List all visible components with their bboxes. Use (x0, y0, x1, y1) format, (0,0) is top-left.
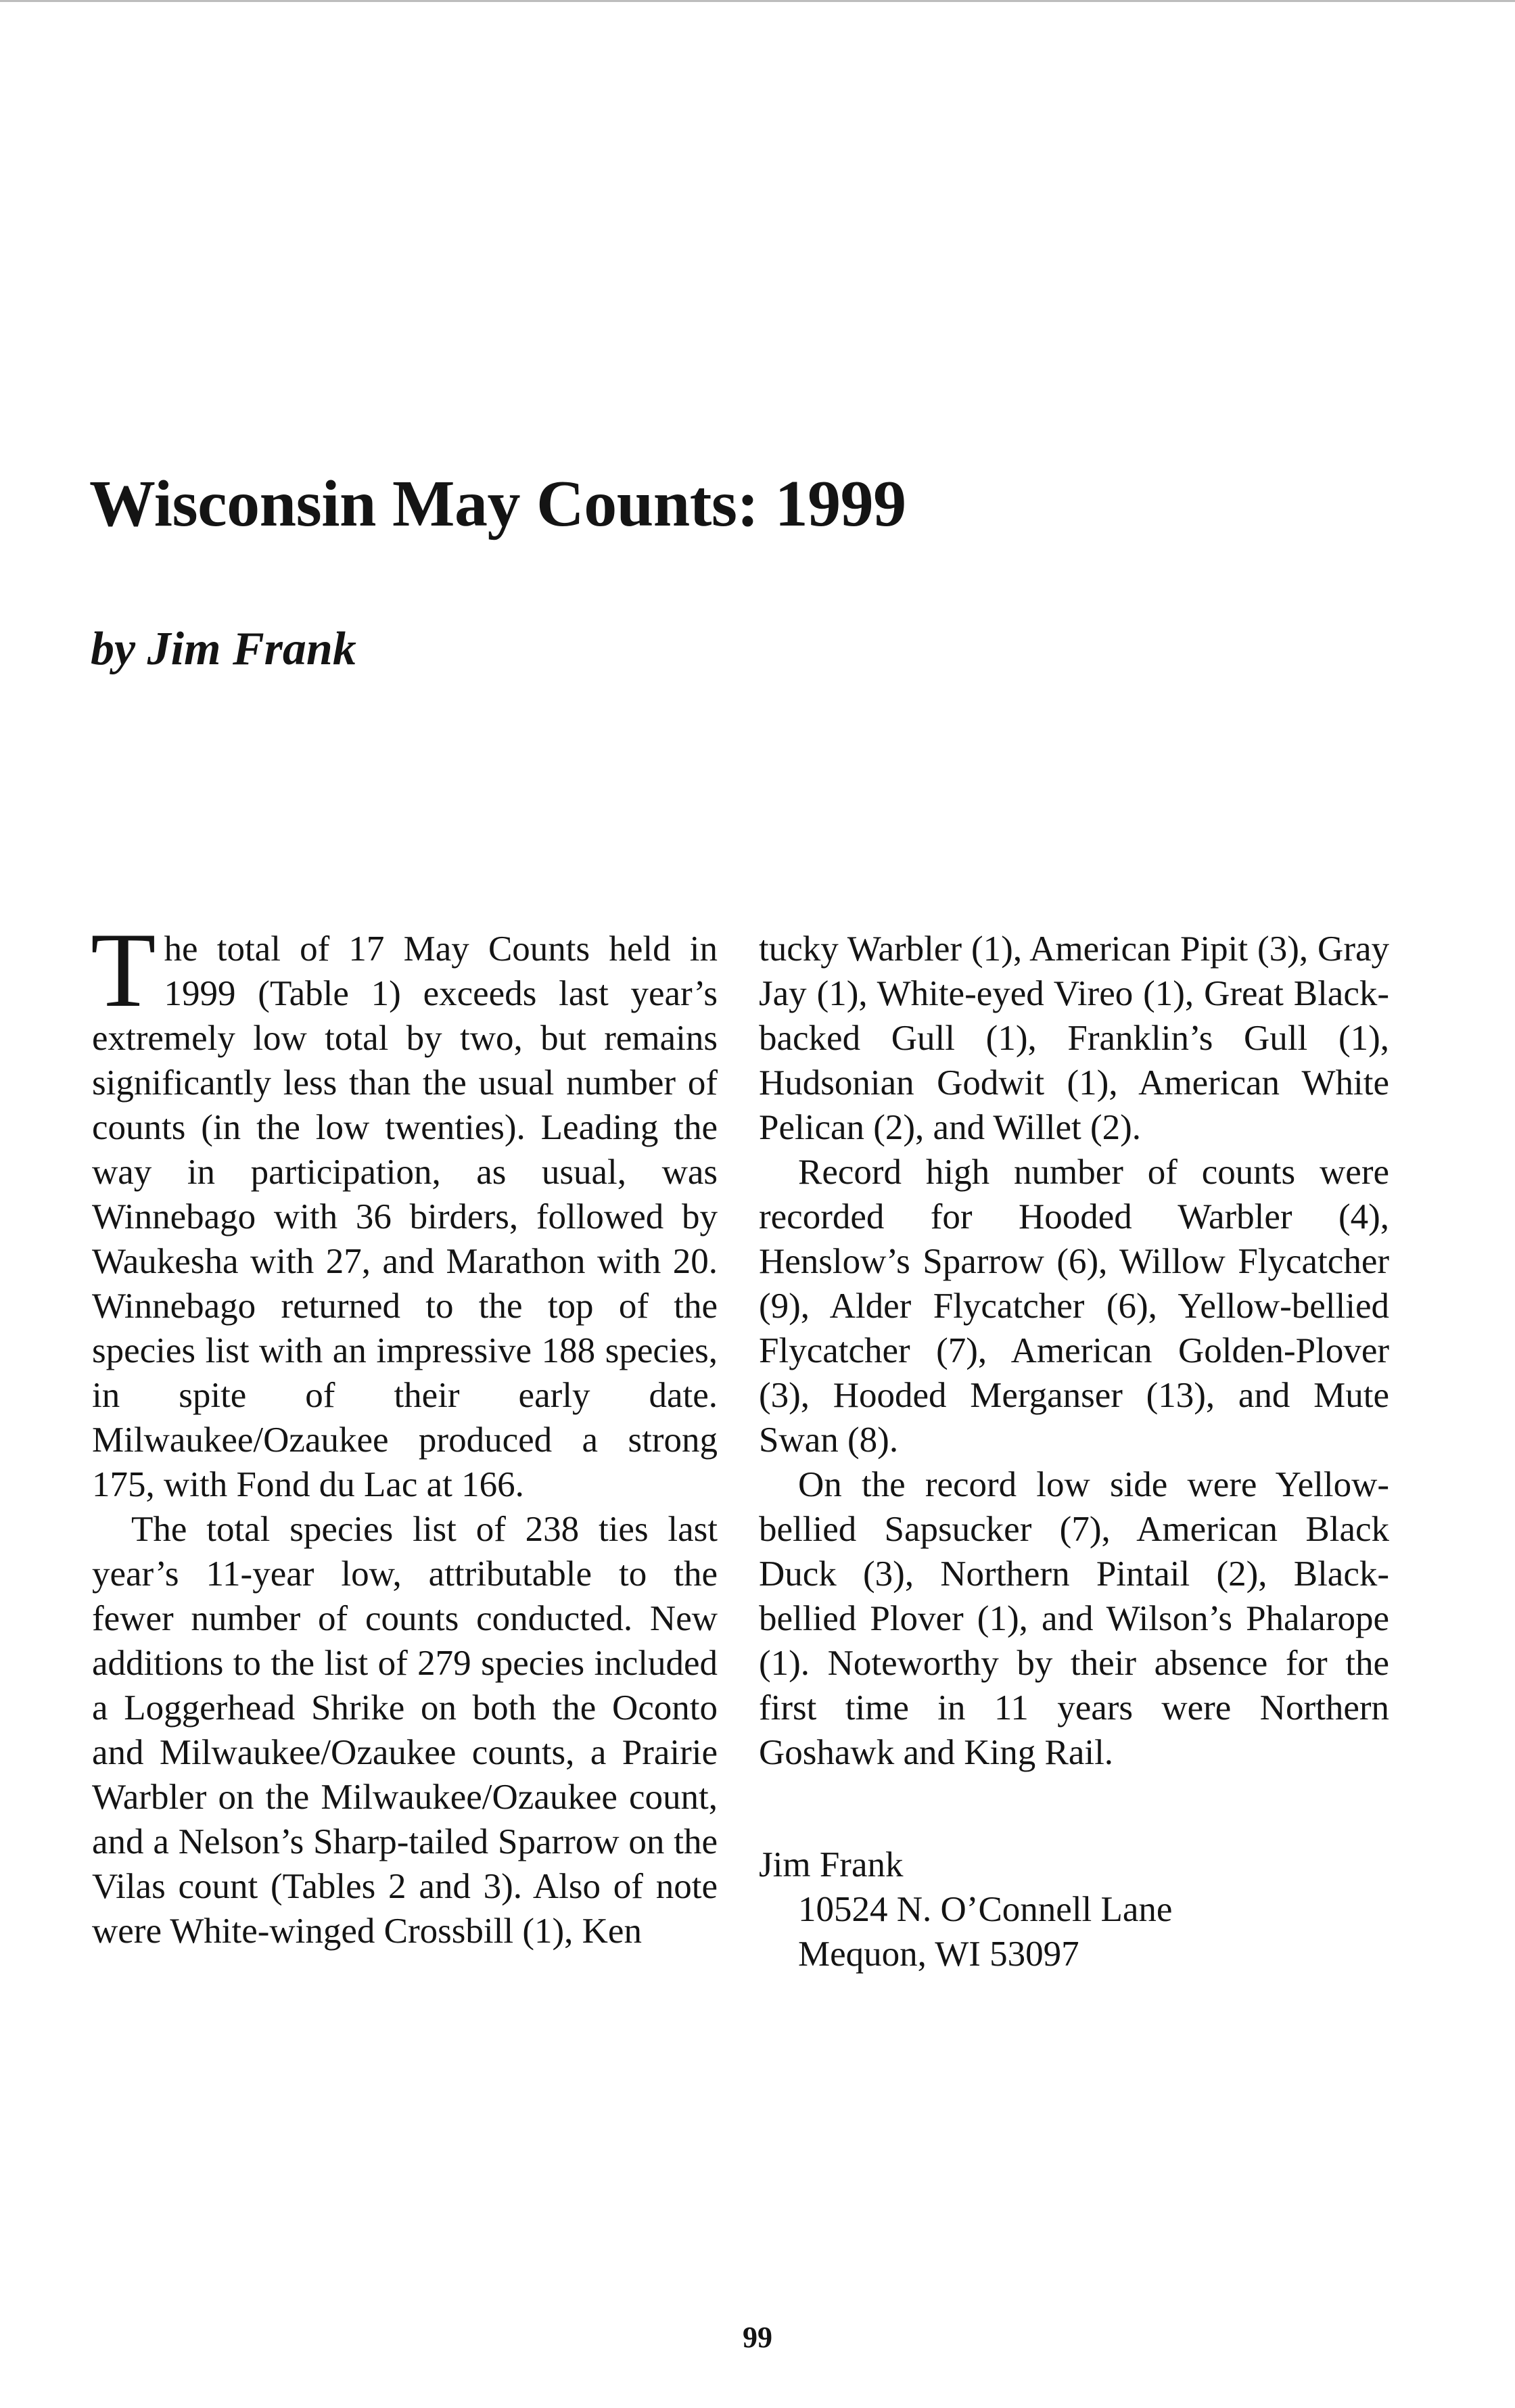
left-column (91, 911, 718, 1953)
article-byline: by Jim Frank (91, 623, 356, 675)
article-title: Wisconsin May Counts: 1999 (89, 467, 906, 540)
author-street: 10524 N. O’Connell Lane (798, 1890, 1173, 1929)
page-number: 99 (743, 2321, 772, 2354)
paragraph-3: Record high number of counts were recorded for Hooded Warbler (4), Henslow’s Sparrow (6), Willow Flycatcher (9), Alder Flycatcher (6), Yellow-bellied Flycatcher (7), American Golden-Plover (3), Hooded Merganser (13), and Mute Swan (8). (759, 1153, 1389, 1460)
author-address (759, 1843, 1389, 1976)
paragraph-4: On the record low side were Yellow-bellied Sapsucker (7), American Black Duck (3), Northern Pintail (2), Black-bellied Plover (1), and Wilson’s Phalarope (1). Noteworthy by their absence for the first time in 11 years were Northern Goshawk and King Rail. (759, 1465, 1389, 1772)
paragraph-1 (91, 911, 718, 1507)
paragraph-2-continued: tucky Warbler (1), American Pipit (3), Gray Jay (1), White-eyed Vireo (1), Great Black-backed Gull (1), Franklin’s Gull (1), Hudsonian Godwit (1), American White Pelican (2), and Willet (2). (759, 929, 1389, 1147)
top-rule (0, 0, 1515, 2)
paragraph-2: The total species list of 238 ties last year’s 11-year low, attributable to the fewer number of counts conducted. New additions to the list of 279 species included a Loggerhead Shrike on both the Oconto and Milwaukee/Ozaukee counts, a Prairie Warbler on the Milwaukee/Ozaukee count, and a Nelson’s Sharp-tailed Sparrow on the Vilas count (Tables 2 and 3). Also of note were White-winged Crossbill (1), Ken (92, 1510, 718, 1951)
paragraph-1-text: he total of 17 May Counts held in 1999 (Table 1) exceeds last year’s extremely low total by two, but remains significantly less than the usual number of counts (in the low twenties). Leading the way in participation, as usual, was Winnebago with 36 birders, followed by Waukesha with 27, and Marathon with 20. Winnebago returned to the top of the species list with an impressive 188 species, in spite of their early date. Milwaukee/Ozaukee produced a strong 175, with Fond du Lac at 166. (92, 929, 718, 1504)
right-column (759, 927, 1389, 1976)
author-city: Mequon, WI 53097 (798, 1935, 1079, 1974)
drop-cap: T (91, 911, 156, 1029)
author-name: Jim Frank (759, 1845, 904, 1884)
